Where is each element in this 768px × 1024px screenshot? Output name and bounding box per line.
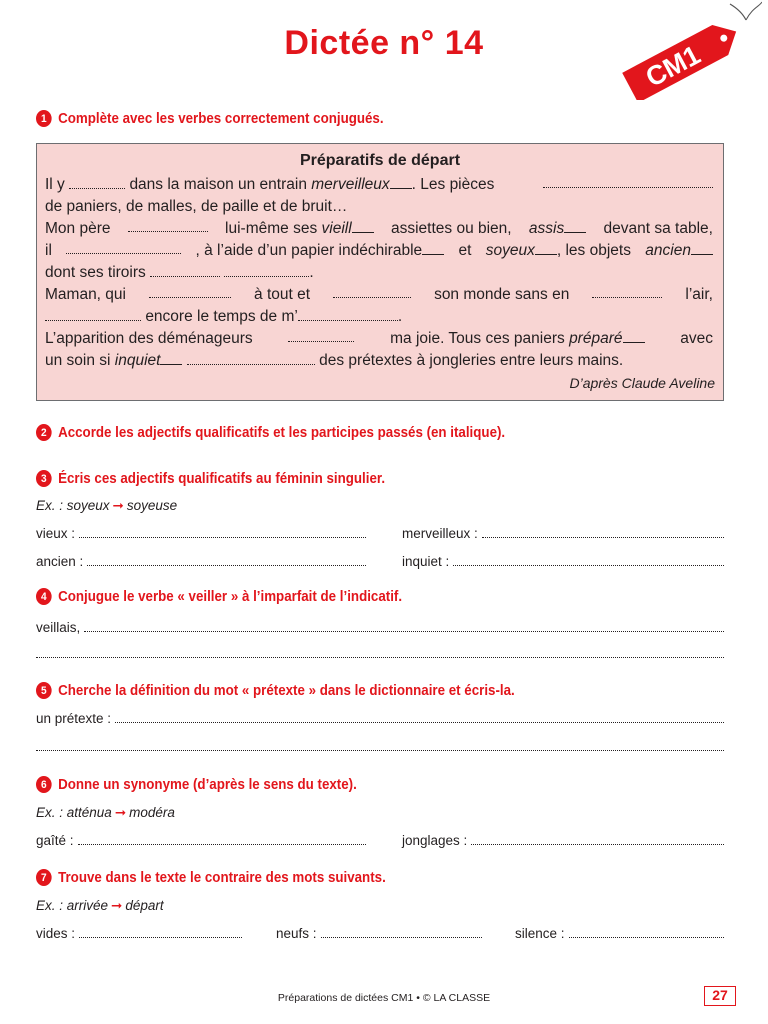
blank-field[interactable] [45,308,141,321]
dictation-title: Préparatifs de départ [299,152,461,169]
exercise-number: 6 [36,776,52,793]
blank-field[interactable] [187,352,315,365]
blank-field[interactable] [298,308,398,321]
cm1-tag-icon [612,0,762,100]
exercise-number: 4 [36,588,52,605]
answer-row: neufs : [276,926,482,941]
exercise-2-heading [36,424,505,441]
arrow-icon: ➞ [111,898,123,913]
answer-row: jonglages : [402,833,724,848]
arrow-icon: ➞ [112,498,124,513]
answer-row: silence : [515,926,724,941]
exercise-instruction: Donne un synonyme (d’après le sens du texte). [58,776,357,793]
dictation-line: encore le temps de m’ . [45,307,713,327]
answer-field[interactable] [84,621,724,632]
answer-field[interactable] [115,712,724,723]
answer-row: veillais, [36,620,724,635]
dictation-line: L’apparition des déménageurs ma joie. Tous ces paniers préparé avec [45,330,713,347]
exercise-number: 7 [36,869,52,886]
page-footer: Préparations de dictées CM1 • © LA CLASSE [277,992,491,1004]
page-number: 27 [704,986,736,1006]
dictation-line: dont ses tiroirs . [45,264,314,281]
exercise-instruction: Complète avec les verbes correctement conjugués. [58,110,384,127]
dictation-line: Il y dans la maison un entrain merveilleux . Les pièces [45,175,713,195]
answer-field[interactable] [321,927,482,938]
answer-field[interactable] [87,555,366,566]
answer-row: un prétexte : [36,711,724,726]
exercise-5-heading [36,682,515,699]
exercise-instruction: Accorde les adjectifs qualificatifs et les participes passés (en italique). [58,424,506,441]
example-line: Ex. : soyeux ➞ soyeuse [36,498,178,513]
blank-field[interactable] [69,176,125,189]
answer-field[interactable] [569,927,724,938]
blank-field[interactable] [592,285,662,298]
exercise-instruction: Trouve dans le texte le contraire des mots suivants. [58,869,386,886]
answer-field[interactable] [79,927,242,938]
answer-row: merveilleux : [402,526,724,541]
arrow-icon: ➞ [114,805,127,820]
answer-field[interactable] [78,834,366,845]
answer-row: vieux : [36,526,366,541]
answer-field[interactable] [36,656,724,658]
exercise-7-heading [36,869,386,886]
answer-row: gaîté : [36,833,366,848]
blank-field[interactable] [333,285,411,298]
answer-row: ancien : [36,554,366,569]
dictation-line: un soin si inquiet des prétextes à jongleries entre leurs mains. [45,352,624,369]
blank-field[interactable] [224,264,309,277]
blank-field[interactable] [543,175,713,188]
example-line: Ex. : arrivée ➞ départ [36,898,164,913]
blank-field[interactable] [150,264,220,277]
exercise-number: 3 [36,470,52,487]
exercise-number: 1 [36,110,52,127]
exercise-instruction: Écris ces adjectifs qualificatifs au féminin singulier. [58,470,386,487]
answer-row: vides : [36,926,242,941]
exercise-1-heading [36,110,384,127]
exercise-number: 2 [36,424,52,441]
blank-field[interactable] [149,285,231,298]
dictation-box [36,143,724,401]
answer-field[interactable] [471,834,724,845]
dictation-line: de paniers, de malles, de paille et de bruit… [45,198,348,215]
answer-row: inquiet : [402,554,724,569]
exercise-number: 5 [36,682,52,699]
exercise-4-heading [36,588,402,605]
exercise-6-heading [36,776,357,793]
tag-label: CM1 [640,39,706,93]
blank-field[interactable] [66,241,181,254]
example-line: Ex. : atténua ➞ modéra [36,805,175,820]
blank-field[interactable] [288,329,354,342]
exercise-instruction: Conjugue le verbe « veiller » à l’imparfait de l’indicatif. [58,588,403,605]
exercise-instruction: Cherche la définition du mot « prétexte » dans le dictionnaire et écris-la. [58,682,515,699]
page-title: Dictée n° 14 [284,24,484,62]
blank-field[interactable] [128,219,208,232]
answer-field[interactable] [453,555,724,566]
answer-field[interactable] [36,749,724,751]
exercise-3-heading [36,470,385,487]
dictation-source: D’après Claude Aveline [569,375,715,391]
dictation-line: Mon père lui-même ses vieill assiettes ou bien, assis devant sa table, [45,220,713,237]
dictation-line: il , à l’aide d’un papier indéchirable et soyeux , les objets ancien [45,241,713,261]
dictation-line: Maman, qui à tout et son monde sans en l’air, [45,286,713,303]
answer-field[interactable] [79,527,366,538]
answer-field[interactable] [482,527,724,538]
